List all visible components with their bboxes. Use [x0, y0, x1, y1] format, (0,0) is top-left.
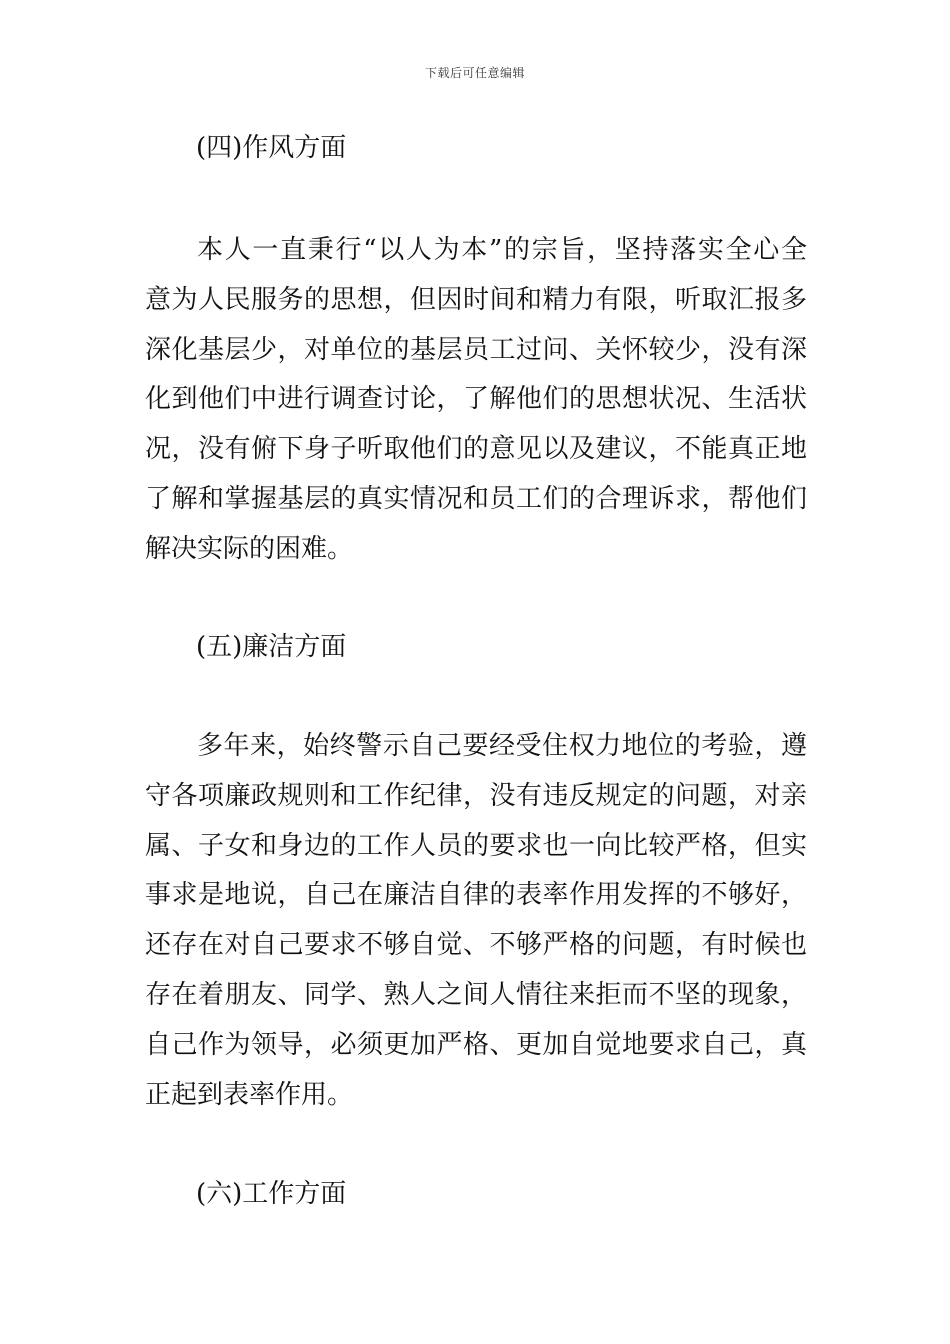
paragraph-line: 正起到表率作用。	[145, 1079, 354, 1110]
section-paragraph-5	[145, 722, 807, 1120]
paragraph-line: 意为人民服务的思想，但因时间和精力有限，听取汇报多	[145, 284, 807, 315]
paragraph-line: 解决实际的困难。	[145, 533, 354, 564]
paragraph-line: 况，没有俯下身子听取他们的意见以及建议，不能真正地	[145, 434, 807, 465]
paragraph-line: 属、子女和身边的工作人员的要求也一向比较严格，但实	[145, 830, 807, 861]
paragraph-line: 事求是地说，自己在廉洁自律的表率作用发挥的不够好，	[145, 880, 807, 911]
section-heading-5: (五)廉洁方面	[196, 632, 347, 662]
paragraph-line: 还存在对自己要求不够自觉、不够严格的问题，有时候也	[145, 930, 807, 961]
section-paragraph-4	[145, 226, 807, 575]
page-header-note: 下载后可任意编辑	[424, 66, 525, 80]
paragraph-line: 守各项廉政规则和工作纪律，没有违反规定的问题，对亲	[145, 780, 807, 811]
section-heading-6: (六)工作方面	[196, 1179, 347, 1209]
paragraph-line: 自己作为领导，必须更加严格、更加自觉地要求自己，真	[145, 1029, 807, 1060]
section-heading-4: (四)作风方面	[196, 133, 347, 163]
paragraph-line: 本人一直秉行“以人为本”的宗旨，坚持落实全心全	[197, 235, 807, 265]
paragraph-line: 化到他们中进行调查讨论，了解他们的思想状况、生活状	[145, 384, 807, 415]
paragraph-line: 了解和掌握基层的真实情况和员工们的合理诉求，帮他们	[145, 483, 807, 514]
paragraph-line: 存在着朋友、同学、熟人之间人情往来拒而不坚的现象，	[145, 979, 807, 1010]
paragraph-line: 多年来，始终警示自己要经受住权力地位的考验，遵	[197, 731, 807, 761]
paragraph-line: 深化基层少，对单位的基层员工过问、关怀较少，没有深	[145, 334, 807, 365]
